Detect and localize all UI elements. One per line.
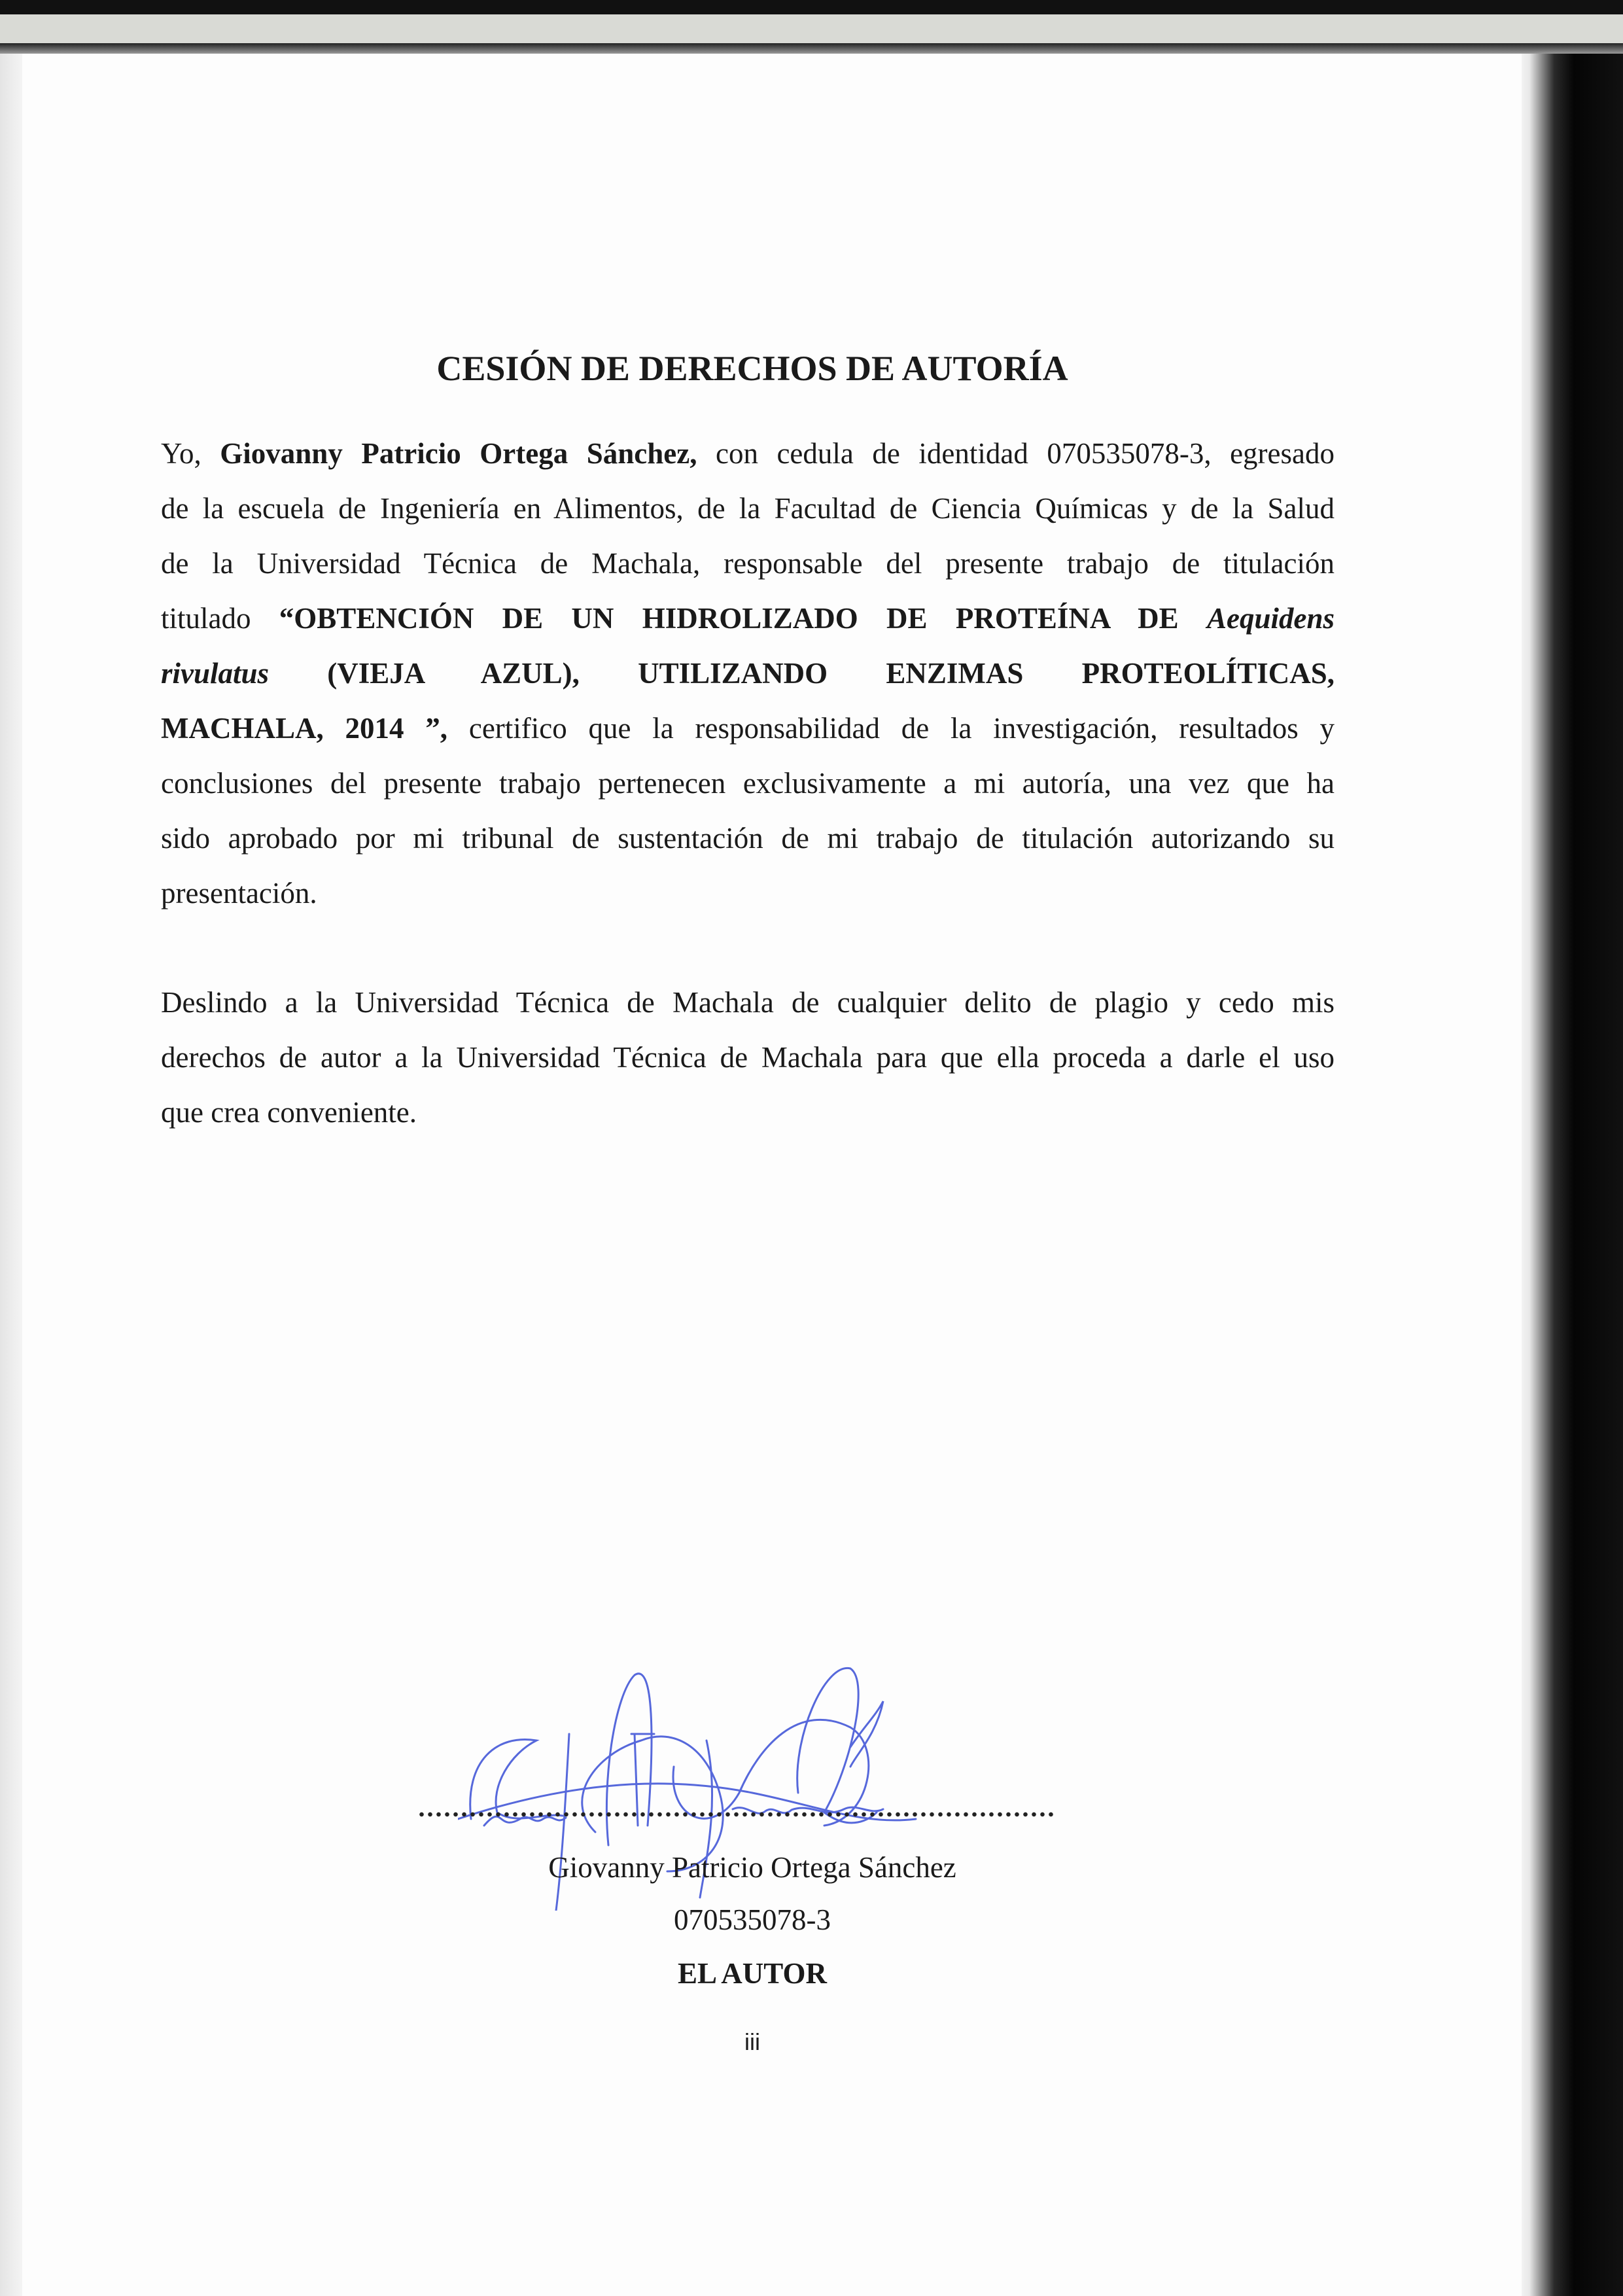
text-line — [161, 1030, 1335, 1085]
text-line — [161, 866, 1335, 921]
text-line — [161, 646, 1335, 701]
text-segment: presentación. — [161, 877, 317, 910]
page-number: iii — [744, 2028, 760, 2055]
text-line — [161, 756, 1335, 811]
page-right-edge — [1522, 54, 1623, 2296]
signer-name: Giovanny Patricio Ortega Sánchez — [548, 1851, 956, 1884]
signer-id-number: 070535078-3 — [674, 1903, 831, 1936]
document-title: CESIÓN DE DERECHOS DE AUTORÍA — [436, 349, 1068, 388]
emphasized-text: MACHALA, 2014 ”, — [161, 712, 448, 745]
text-segment: sido aprobado por mi tribunal de sustentación de mi trabajo de titulación autorizando su — [161, 822, 1335, 855]
paragraph-rights-transfer — [161, 975, 1335, 1140]
emphasized-text: Aequidens — [1206, 602, 1335, 635]
emphasized-text: rivulatus — [161, 657, 270, 690]
text-segment: Yo, — [161, 437, 220, 470]
emphasized-text: (VIEJA AZUL), UTILIZANDO ENZIMAS PROTEOLÍTICAS, — [269, 657, 1335, 690]
text-segment: de la Universidad Técnica de Machala, responsable del presente trabajo de titulación — [161, 547, 1335, 580]
text-line — [161, 426, 1335, 481]
text-segment: con cedula de identidad 070535078-3, egresado — [697, 437, 1335, 470]
text-segment: conclusiones del presente trabajo pertenecen exclusivamente a mi autoría, una vez que ha — [161, 767, 1335, 800]
emphasized-text: “OBTENCIÓN DE UN HIDROLIZADO DE PROTEÍNA DE — [279, 602, 1207, 635]
text-segment: de la escuela de Ingeniería en Alimentos, de la Facultad de Ciencia Químicas y de la Salud — [161, 492, 1335, 525]
page-top-shadow — [0, 43, 1623, 54]
text-line — [161, 1085, 1335, 1140]
text-line — [161, 975, 1335, 1030]
emphasized-text: Giovanny Patricio Ortega Sánchez, — [220, 437, 697, 470]
text-segment: derechos de autor a la Universidad Técnica de Machala para que ella proceda a darle el uso — [161, 1041, 1335, 1074]
text-segment: titulado — [161, 602, 279, 635]
scanner-top-edge — [0, 0, 1623, 14]
text-line — [161, 536, 1335, 591]
text-line — [161, 701, 1335, 756]
signature-line — [417, 1811, 1055, 1818]
scanner-top-margin — [0, 14, 1623, 43]
signer-role: EL AUTOR — [677, 1957, 827, 1990]
paragraph-declaration — [161, 426, 1335, 921]
text-line — [161, 591, 1335, 646]
text-segment: certifico que la responsabilidad de la investigación, resultados y — [447, 712, 1335, 745]
text-line — [161, 481, 1335, 536]
text-segment: Deslindo a la Universidad Técnica de Machala de cualquier delito de plagio y cedo mis — [161, 986, 1335, 1019]
text-segment: que crea conveniente. — [161, 1096, 417, 1129]
text-line — [161, 811, 1335, 866]
